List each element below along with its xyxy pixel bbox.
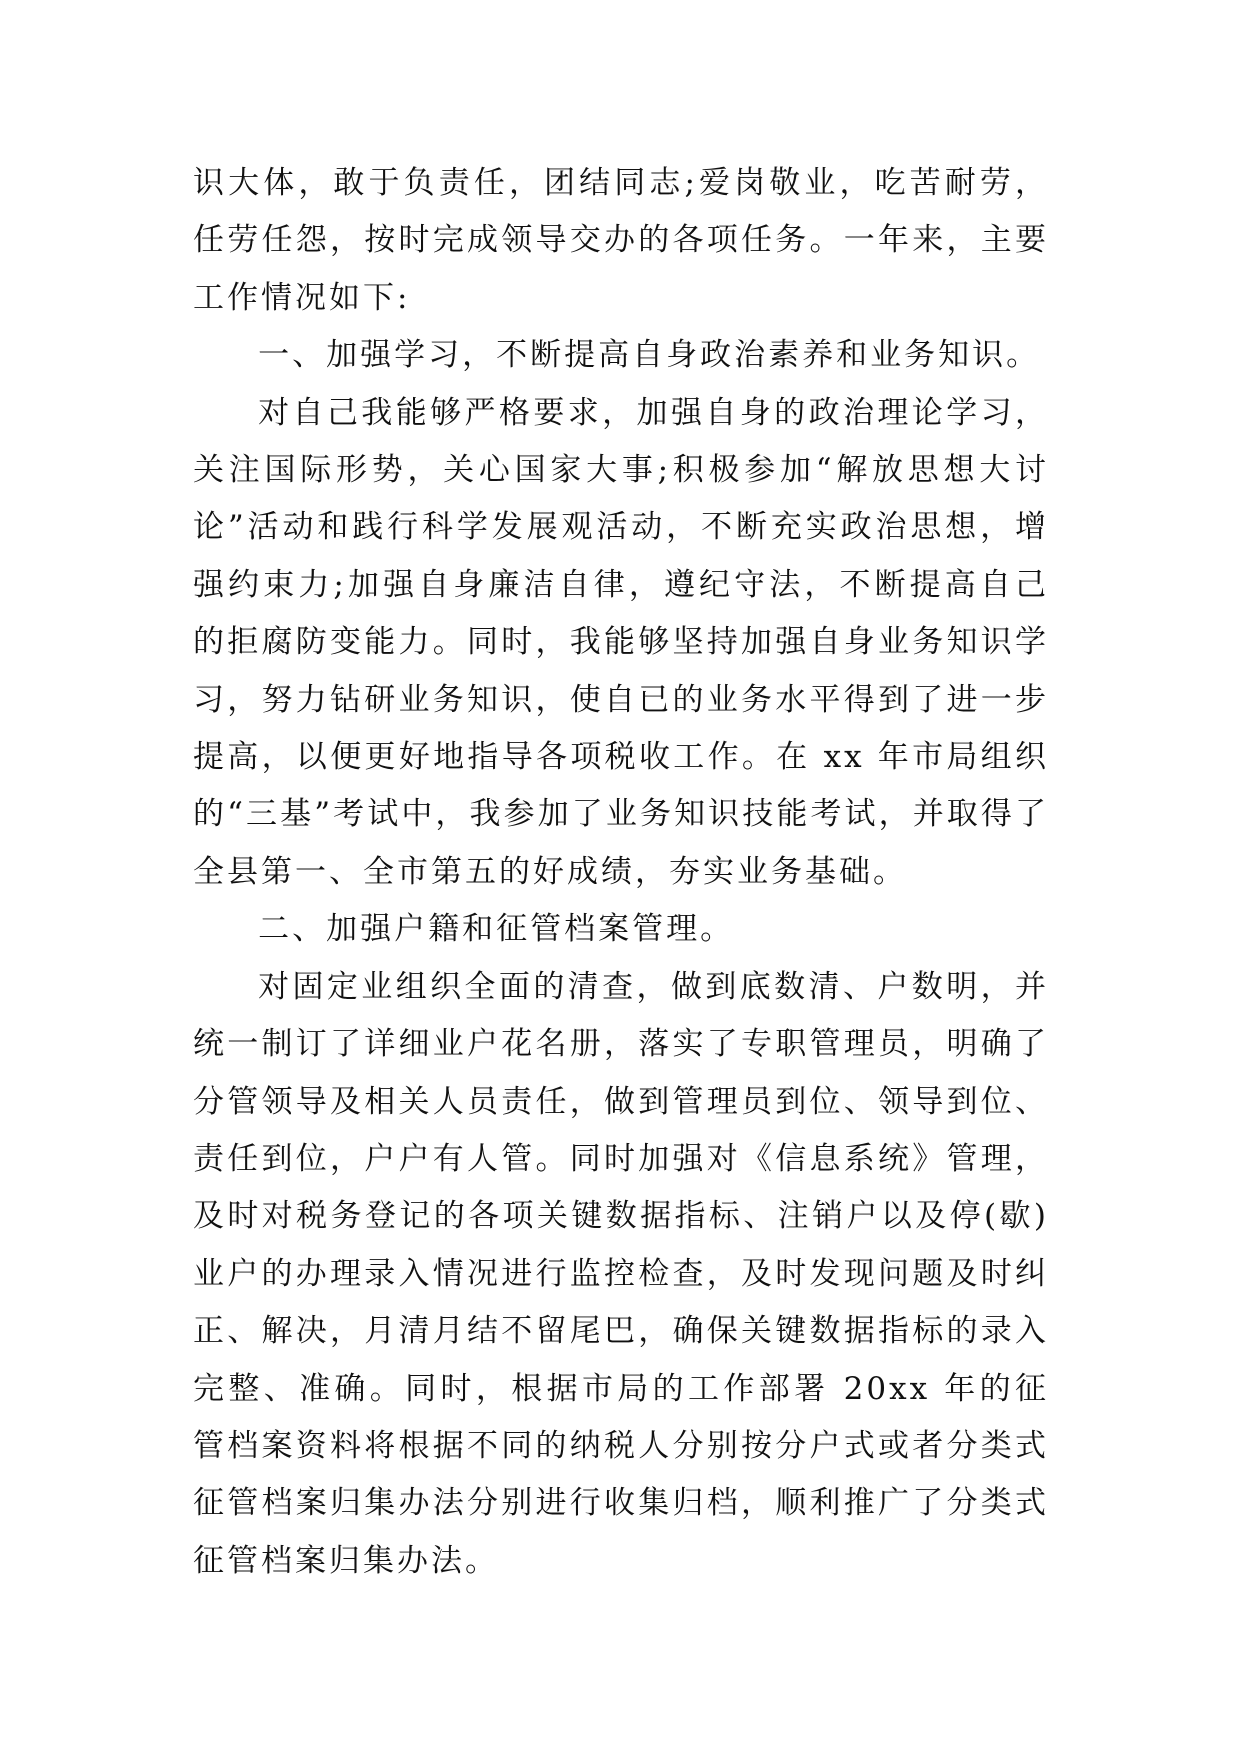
text-line: 活动和践行科学发展观活动，不断充实政治思想，增强约束 <box>193 509 1049 603</box>
heading-text: 二、加强户籍和征管档案管理。 <box>258 911 735 948</box>
text-line: 同的纳税人分别按分户式或者分类式征管档案归集办法分 <box>193 1427 1049 1522</box>
text-line: 识大体，敢于负责任，团结同志;爱岗敬业，吃苦耐劳，任 <box>193 165 1049 259</box>
text-line: 情况如下: <box>261 279 411 316</box>
section-heading-2 <box>193 901 1049 958</box>
text-line: 对自己我能够严格要求，加强自身的政治理论学习，关 <box>193 394 1049 489</box>
text-line: 变能力。同时，我能够坚持加强自身业务知识学习，努力钻 <box>193 624 1049 718</box>
section-heading-1 <box>193 327 1049 384</box>
text-line: 位，户户有人管。同时加强对《信息系统》管理，及时对税 <box>193 1140 1049 1235</box>
paragraph-study <box>193 385 1049 902</box>
text-line: 务登记的各项关键数据指标、注销户以及停(歇)业户的办理 <box>193 1198 1050 1292</box>
text-line: 时，根据市局的工作部署 20xx 年的征管档案资料将根据不 <box>193 1370 1050 1464</box>
text-line: 劳任怨，按时完成领导交办的各项任务。一年来，主要工作 <box>193 222 1049 316</box>
text-line: 中，我参加了业务知识技能考试，并取得了全县第一、全市 <box>193 796 1049 890</box>
paragraph-registry <box>193 959 1049 1590</box>
document-page <box>193 155 1049 1590</box>
text-line: 一制订了详细业户花名册，落实了专职管理员，明确了分管 <box>193 1026 1049 1120</box>
text-line: 清月结不留尾巴，确保关键数据指标的录入完整、准确。同 <box>193 1313 1049 1407</box>
text-line: 研业务知识，使自已的业务水平得到了进一步提高，以便更 <box>193 681 1049 776</box>
heading-text: 一、加强学习，不断提高自身政治素养和业务知识。 <box>258 337 1041 374</box>
text-line: 别进行收集归档，顺利推广了分类式征管档案归集办法。 <box>193 1485 1049 1579</box>
text-line: 第五的好成绩，夯实业务基础。 <box>431 853 907 890</box>
text-line: 注国际形势，关心国家大事;积极参加“解放思想大讨论” <box>193 452 1050 546</box>
paragraph-intro <box>193 155 1049 327</box>
text-line: 力;加强自身廉洁自律，遵纪守法，不断提高自己的拒腐防 <box>193 566 1049 661</box>
text-line: 对固定业组织全面的清查，做到底数清、户数明，并统 <box>193 968 1049 1063</box>
text-line: 录入情况进行监控检查，及时发现问题及时纠正、解决，月 <box>193 1255 1049 1350</box>
text-line: 领导及相关人员责任，做到管理员到位、领导到位、责任到 <box>193 1083 1049 1177</box>
text-line: 好地指导各项税收工作。在 xx 年市局组织的“三基”考试 <box>193 739 1049 833</box>
